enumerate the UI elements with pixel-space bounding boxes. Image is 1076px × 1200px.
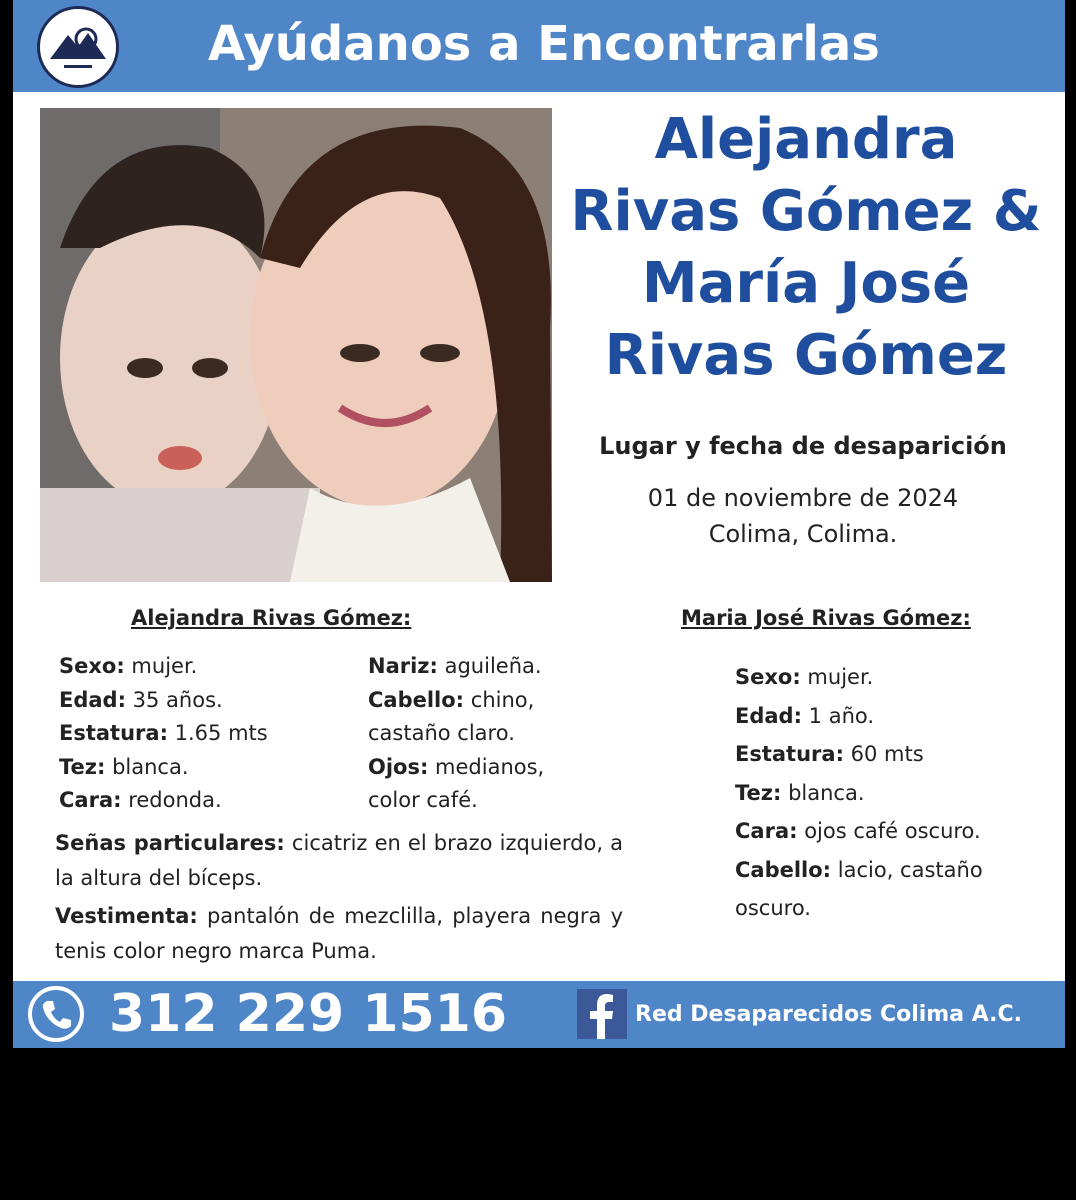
search-poster [13,0,1065,1048]
name-line: Rivas Gómez & [570,179,1042,244]
contact-phone[interactable]: 312 229 1516 [109,984,508,1044]
person2-details [735,658,983,928]
person1-distinguishing-marks: Señas particulares: cicatriz en el brazo izquierdo, a la altura del bíceps. [55,831,624,890]
detail-row: oscuro. [735,896,811,920]
banner-title: Ayúdanos a Encontrarlas [208,16,880,72]
detail-row: Cabello: lacio, castaño [735,857,983,882]
phone-icon [27,985,85,1043]
person1-clothing: Vestimenta: pantalón de mezclilla, playera negra y tenis color negro marca Puma. [55,904,623,963]
header-banner [13,0,1065,92]
detail-row: Sexo: mujer. [735,665,874,689]
disappearance-place: Colima, Colima. [708,520,898,548]
detail-row: castaño claro. [368,721,515,745]
detail-row: Nariz: aguileña. [368,654,542,678]
name-line: María José [641,251,971,316]
missing-persons-photo [40,108,552,582]
detail-row: Tez: blanca. [59,754,189,779]
disappearance-date: 01 de noviembre de 2024 [647,484,959,512]
name-line: Alejandra [654,107,958,172]
disappearance-details [573,480,1033,552]
detail-row: Ojos: medianos, [368,754,545,779]
organization-logo-icon [37,6,119,88]
name-line: Rivas Gómez [604,323,1008,388]
detail-row: color café. [368,788,478,812]
detail-row: Cara: redonda. [59,788,222,812]
missing-persons-names [561,104,1051,392]
organization-name[interactable]: Red Desaparecidos Colima A.C. [635,1002,1023,1027]
facebook-icon[interactable] [577,989,627,1039]
detail-row: Cara: ojos café oscuro. [735,819,981,843]
detail-row: Sexo: mujer. [59,654,198,678]
detail-row: Estatura: 60 mts [735,742,924,766]
detail-row: Edad: 35 años. [59,687,223,712]
detail-row: Estatura: 1.65 mts [59,721,268,745]
footer-banner [13,981,1065,1048]
person1-details-left [59,650,268,818]
detail-row: Edad: 1 año. [735,703,875,728]
person2-heading: Maria José Rivas Gómez: [681,606,971,630]
disappearance-heading: Lugar y fecha de desaparición [599,432,1007,460]
person1-heading: Alejandra Rivas Gómez: [131,606,412,630]
detail-row: Tez: blanca. [735,780,865,805]
person1-details-right [368,650,544,818]
detail-row: Cabello: chino, [368,687,535,712]
